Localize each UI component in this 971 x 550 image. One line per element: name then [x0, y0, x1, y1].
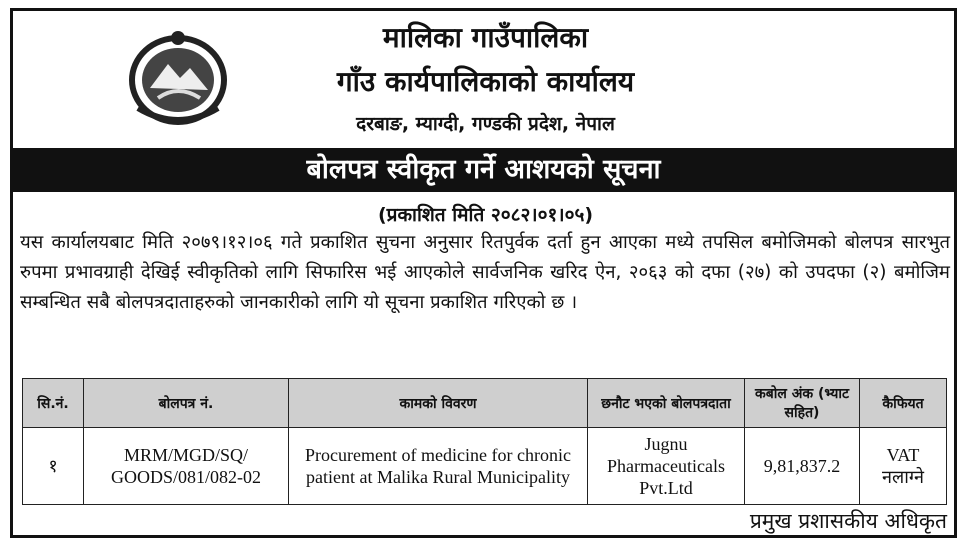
col-header-sn: सि.नं.: [23, 379, 84, 428]
office-title: मालिका गाउँपालिका: [382, 21, 589, 54]
table-header-row: [23, 379, 947, 428]
col-header-remarks: कैफियत: [860, 379, 947, 428]
notice-heading: बोलपत्र स्वीकृत गर्ने आशयको सूचना: [13, 148, 954, 192]
published-date: (प्रकाशित मिति २०८२।०१।०५): [377, 204, 594, 226]
office-address: दरबाङ, म्याग्दी, गण्डकी प्रदेश, नेपाल: [356, 113, 615, 135]
notice-body: यस कार्यालयबाट मिति २०७९।१२।०६ गते प्रकाशित सुचना अनुसार रितपुर्वक दर्ता हुन आएका मध्ये तपसिल बमोजिमको बोलपत्र सारभुत रुपमा प्रभावग्राही देखिई स्वीकृतिको लागि सिफारिस भई आएकोले सार्वजनिक खरिद ऐन, २०६३ को दफा (२७) को उपदफा (२) बमोजिम सम्बन्धित सबै बोलपत्रदाताहरुको जानकारीको लागि यो सूचना प्रकाशित गरिएको छ ।: [20, 232, 950, 313]
office-subtitle: गाँउ कार्यपालिकाको कार्यालय: [336, 65, 635, 98]
cell-bid-no: MRM/MGD/SQ/ GOODS/081/082-02: [84, 428, 289, 505]
table-row: [23, 428, 947, 505]
col-header-bidder: छनौट भएको बोलपत्रदाता: [588, 379, 745, 428]
col-header-bid-no: बोलपत्र नं.: [84, 379, 289, 428]
cell-bidder: Jugnu Pharmaceuticals Pvt.Ltd: [588, 428, 745, 505]
cell-amount: 9,81,837.2: [745, 428, 860, 505]
col-header-description: कामको विवरण: [289, 379, 588, 428]
bid-table: [22, 378, 947, 505]
cell-description: Procurement of medicine for chronic patient at Malika Rural Municipality: [289, 428, 588, 505]
signatory-title: प्रमुख प्रशासकीय अधिकृत: [749, 509, 947, 533]
col-header-amount: कबोल अंक (भ्याट सहित): [745, 379, 860, 428]
cell-sn: १: [23, 428, 84, 505]
cell-remarks: VAT नलाग्ने: [860, 428, 947, 505]
